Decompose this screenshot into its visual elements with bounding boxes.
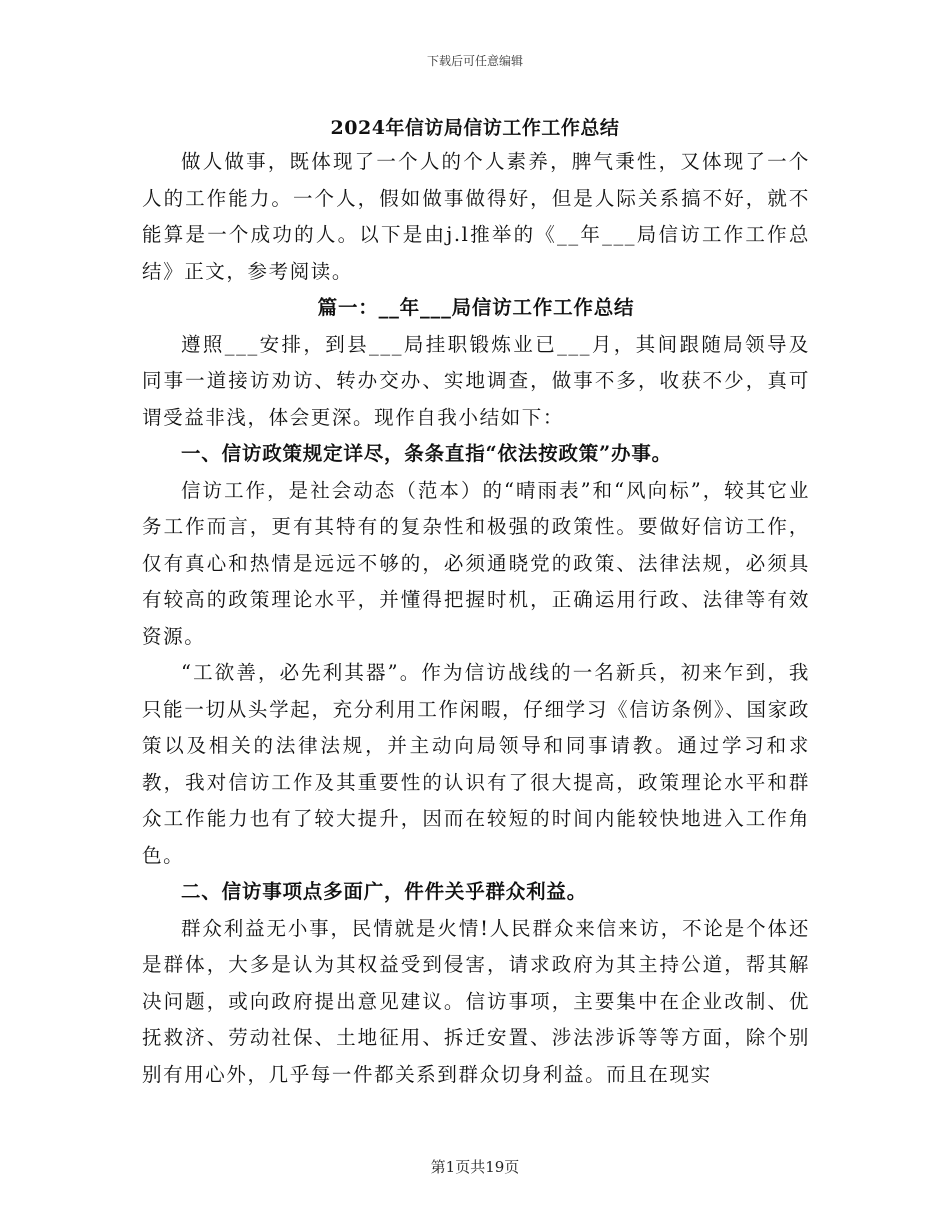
page-header-note: 下载后可任意编辑: [426, 54, 523, 68]
body-paragraph: 群众利益无小事，民情就是火情!人民群众来信来访，不论是个体还是群体，大多是认为其权益受到侵害，请求政府为其主持公道，帮其解决问题，或向政府提出意见建议。信访事项，主要集中在企业改制、优抚救济、劳动社保、土地征用、拆迁安置、涉法涉诉等等方面，除个别别有用心外，几乎每一件都关系到群众切身利益。而且在现实: [142, 916, 810, 1086]
subheading-1: 一、信访政策规定详尽，条条直指“依法按政策”办事。: [181, 442, 672, 465]
document-title: 2024年信访局信访工作工作总结: [330, 117, 620, 139]
document-body: [142, 144, 810, 1093]
intro-paragraph: 做人做事，既体现了一个人的个人素养，脾气秉性，又体现了一个人的工作能力。一个人，假如做事做得好，但是人际关系搞不好，就不能算是一个成功的人。以下是由j.l推举的《__年___局信访工作工作总结》正文，参考阅读。: [142, 150, 810, 283]
body-paragraph: 信访工作，是社会动态（范本）的“晴雨表”和“风向标”，较其它业务工作而言，更有其特有的复杂性和极强的政策性。要做好信访工作，仅有真心和热情是远远不够的，必须通晓党的政策、法律法规，必须具有较高的政策理论水平，并懂得把握时机，正确运用行政、法律等有效资源。: [142, 478, 810, 648]
body-paragraph: “工欲善，必先利其器”。作为信访战线的一名新兵，初来乍到，我只能一切从头学起，充分利用工作闲暇，仔细学习《信访条例》、国家政策以及相关的法律法规，并主动向局领导和同事请教。通过学习和求教，我对信访工作及其重要性的认识有了很大提高，政策理论水平和群众工作能力也有了较大提升，因而在较短的时间内能较快地进入工作角色。: [142, 661, 810, 867]
page-number: 第1页共19页: [430, 1158, 520, 1176]
subheading-2: 二、信访事项点多面广，件件关乎群众利益。: [181, 880, 588, 903]
body-paragraph: 遵照___安排，到县___局挂职锻炼业已___月，其间跟随局领导及同事一道接访劝访、转办交办、实地调查，做事不多，收获不少，真可谓受益非浅，体会更深。现作自我小结如下：: [142, 332, 810, 429]
section-title: 篇一：__年___局信访工作工作总结: [317, 296, 635, 319]
